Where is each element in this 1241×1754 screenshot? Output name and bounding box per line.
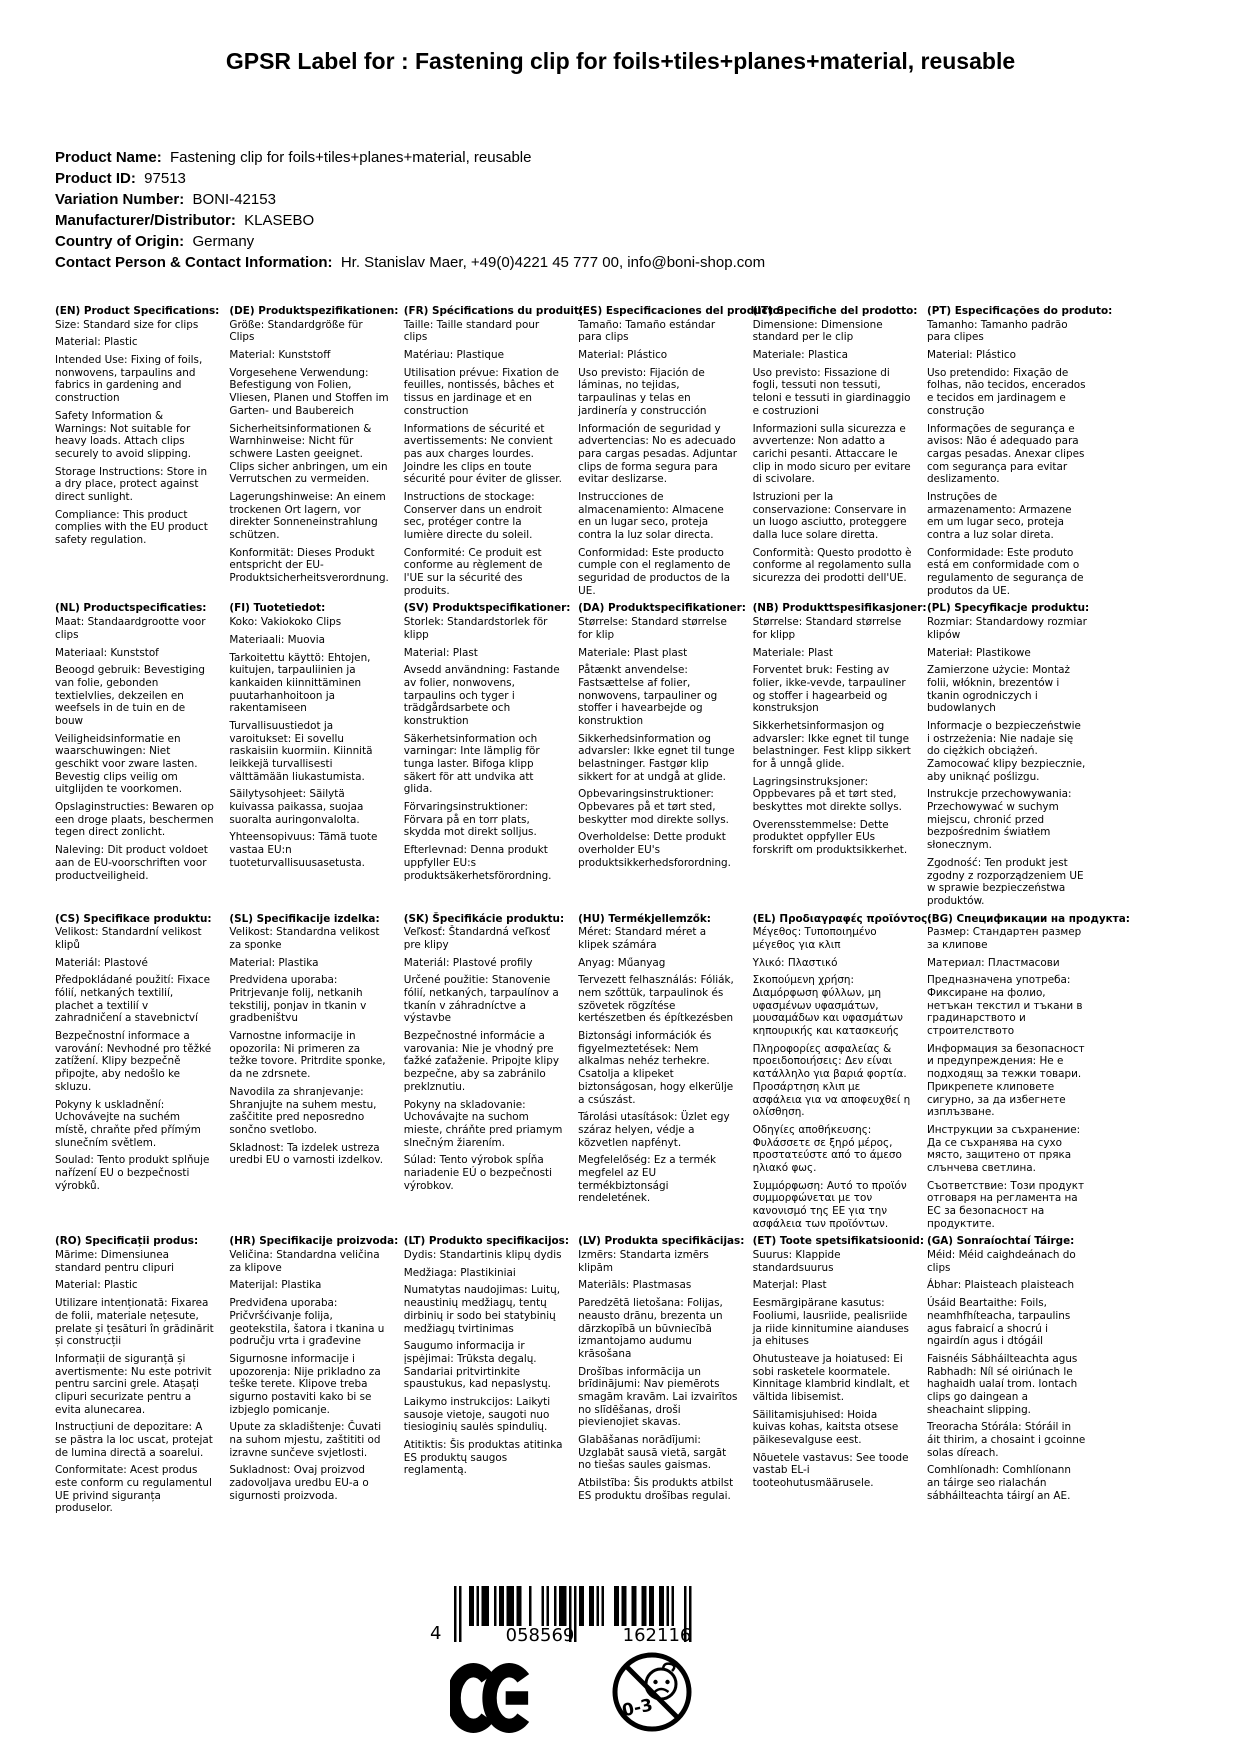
language-block-heading: (DA) Produktspecifikationer: — [578, 602, 746, 615]
language-block-heading: (SL) Specifikacije izdelka: — [229, 912, 380, 925]
spec-paragraph: Dydis: Standartinis klipų dydis — [403, 1249, 562, 1262]
spec-paragraph: Οδηγίες αποθήκευσης: Φυλάσσετε σε ξηρό μέρος, προστατεύστε από το άμεσο ηλιακό φως. — [752, 1123, 902, 1174]
spec-paragraph: Material: Plastika — [229, 956, 319, 969]
spec-paragraph: Conformité: Ce produit est conforme au règlement de l'UE sur la sécurité des produits. — [403, 546, 543, 597]
spec-paragraph: Izmērs: Standarta izmērs klipām — [578, 1249, 709, 1274]
spec-paragraph: Numatytas naudojimas: Luitų, neaustinių medžiagų, tentų dirbinių ir sodo bei statybinių medžiagų tvirtinimas — [403, 1284, 561, 1335]
spec-paragraph: Safety Information & Warnings: Not suitable for heavy loads. Attach clips securely to avoid slipping. — [55, 409, 192, 460]
language-block-heading: (PL) Specyfikacje produktu: — [926, 602, 1090, 615]
spec-paragraph: Koko: Vakiokoko Clips — [229, 616, 342, 629]
language-block-lt — [403, 1235, 570, 1520]
spec-paragraph: Инструкции за съхранение: Да се съхранява на сухо място, защитено от пряка слънчева светлина. — [926, 1123, 1081, 1174]
product-info-row — [55, 231, 1181, 252]
language-block-da — [578, 602, 746, 912]
language-block-heading: (SK) Špecifikácie produktu: — [403, 912, 565, 925]
spec-paragraph: Biztonsági információk és figyelmeztetések: Nem alkalmas nehéz terhekre. Csatolja a klipeket biztonságosan, hogy elkerülje a csúszást. — [578, 1030, 734, 1106]
spec-paragraph: Maat: Standaardgrootte voor clips — [55, 616, 206, 641]
spec-paragraph: Materijal: Plastika — [229, 1279, 322, 1292]
product-info-value: 97513 — [135, 170, 186, 187]
language-block-heading: (HR) Specifikacije proizvoda: — [229, 1235, 399, 1248]
spec-paragraph: Material: Plastic — [55, 1279, 138, 1292]
spec-paragraph: Størrelse: Standard størrelse for klip — [578, 616, 727, 641]
product-info-value: Fastening clip for foils+tiles+planes+material, reusable — [161, 149, 532, 166]
spec-paragraph: Materjal: Plast — [752, 1279, 827, 1292]
spec-paragraph: Säilitamisjuhised: Hoida kuivas kohas, kaitsta otsese päikesevalguse eest. — [752, 1408, 899, 1446]
spec-paragraph: Uso previsto: Fissazione di fogli, tessuti non tessuti, teloni e tessuti in giardinaggio e costruzioni — [752, 366, 911, 417]
language-block-sk — [404, 913, 564, 1236]
spec-paragraph: Tervezett felhasználás: Fóliák, nem szőttük, tarpaulinok és szövetek rögzítése kertészetben és építkezésben — [578, 974, 734, 1025]
spec-paragraph: Πληροφορίες ασφαλείας & προειδοποιήσεις: Δεν είναι κατάλληλο για βαριά φορτία. Προσάρτηση κλιπ με ασφάλεια για να αποφευχθεί η ολίσθηση. — [752, 1042, 911, 1119]
spec-paragraph: Veiligheidsinformatie en waarschuwingen: Niet geschikt voor zware lasten. Bevestig clips veilig om uitglijden te voorkomen. — [55, 732, 198, 796]
spec-paragraph: Предназначена употреба: Фиксиране на фолио, нетъкан текстил и тъкани в градинарството и строителството — [926, 974, 1083, 1038]
spec-paragraph: Velikost: Standardna velikost za sponke — [229, 926, 380, 951]
spec-paragraph: Saugumo informacija ir įspėjimai: Trūksta degalų. Sandariai pritvirtinkite spaustukus, kad nepaslystų. — [403, 1340, 551, 1391]
spec-paragraph: Opbevaringsinstruktioner: Opbevares på et tørt sted, beskytter mod direkte sollys. — [578, 788, 729, 826]
spec-paragraph: Zamierzone użycie: Montaż folii, włóknin, brezentów i tkanin ogrodniczych i budowlanych — [926, 664, 1070, 715]
product-info-label: Country of Origin: — [55, 233, 185, 250]
spec-paragraph: Opslaginstructies: Bewaren op een droge plaats, beschermen tegen direct zonlicht. — [55, 801, 214, 839]
product-info-label: Manufacturer/Distributor: — [55, 212, 236, 229]
language-block-heading: (FR) Spécifications du produit: — [403, 305, 584, 317]
language-block-cs — [55, 913, 215, 1236]
spec-paragraph: Conformità: Questo prodotto è conforme al regolamento sulla sicurezza dei prodotti dell'UE. — [752, 546, 912, 585]
ce-mark-icon — [450, 1662, 538, 1738]
product-info-row — [55, 252, 1181, 273]
product-info-value: Hr. Stanislav Maer, +49(0)4221 45 777 00, info@boni-shop.com — [332, 254, 766, 271]
spec-paragraph: Zgodność: Ten produkt jest zgodny z rozporządzeniem UE w sprawie bezpieczeństwa produktów. — [926, 856, 1084, 907]
spec-paragraph: Medžiaga: Plastikiniai — [403, 1266, 516, 1279]
spec-paragraph: Méid: Méid caighdeánach do clips — [926, 1249, 1076, 1274]
language-block-bg — [926, 912, 1130, 1236]
spec-paragraph: Size: Standard size for clips — [55, 318, 199, 331]
spec-paragraph: Bezpečnostní informace a varování: Nevhodné pro těžké zatížení. Klipy bezpečně připojte, aby nedošlo ke skluzu. — [55, 1030, 212, 1093]
spec-paragraph: Informations de sécurité et avertissements: Ne convient pas aux charges lourdes. Joindre les clips en toute sécurité pour éviter de glisser. — [403, 422, 562, 486]
spec-paragraph: Treoracha Stórála: Stóráil in áit thirim, a chosaint i gcoinne solas díreach. — [926, 1421, 1086, 1459]
spec-paragraph: Storlek: Standardstorlek för klipp — [403, 616, 548, 641]
spec-paragraph: Instrukcje przechowywania: Przechowywać w suchym miejscu, chronić przed bezpośrednim światłem słonecznym. — [926, 788, 1072, 852]
spec-paragraph: Informații de siguranță și avertismente: Nu este potrivit pentru sarcini grele. Atașați clipuri securizate pentru a evita alunecarea. — [55, 1352, 212, 1416]
spec-paragraph: Materiale: Plast plast — [578, 646, 688, 659]
spec-paragraph: Sigurnosne informacije i upozorenja: Nije prikladno za teške terete. Klipove treba sigurno postaviti kako bi se izbjeglo pomicanje. — [229, 1352, 381, 1416]
spec-paragraph: Mărime: Dimensiunea standard pentru clipuri — [55, 1249, 175, 1274]
spec-paragraph: Materiál: Plastové — [55, 956, 148, 969]
spec-paragraph: Veľkosť: Štandardná veľkosť pre klipy — [403, 926, 551, 951]
language-block-sv — [403, 602, 571, 912]
spec-paragraph: Lagringsinstruksjoner: Oppbevares på et tørt sted, beskyttes mot direkte sollys. — [752, 775, 902, 814]
language-block-heading: (RO) Specificații produs: — [55, 1235, 199, 1248]
spec-paragraph: Suurus: Klappide standardsuurus — [752, 1249, 841, 1274]
language-block-fr — [403, 305, 584, 602]
language-block-ro — [55, 1235, 215, 1520]
spec-paragraph: Sikkerhedsinformation og advarsler: Ikke egnet til tunge belastninger. Fastgør klip sikkert for at undgå at glide. — [578, 732, 735, 783]
spec-paragraph: Material: Kunststoff — [229, 349, 331, 362]
spec-paragraph: Glabāšanas norādījumi: Uzglabāt sausā vietā, sargāt no tiešas saules gaismas. — [578, 1434, 727, 1472]
spec-paragraph: Säkerhetsinformation och varningar: Inte lämplig för tunga laster. Bifoga klipp säkert för att undvika att glida. — [403, 732, 540, 796]
spec-paragraph: Materiał: Plastikowe — [926, 646, 1031, 659]
spec-paragraph: Konformität: Dieses Produkt entspricht der EU-Produktsicherheitsverordnung. — [229, 546, 389, 585]
spec-paragraph: Størrelse: Standard størrelse for klipp — [752, 616, 902, 641]
spec-paragraph: Upute za skladištenje: Čuvati na suhom mjestu, zaštititi od izravne sunčeve svjetlosti. — [229, 1421, 382, 1459]
spec-paragraph: Nõuetele vastavus: See toode vastab EL-i tooteohutusmäärusele. — [752, 1451, 909, 1490]
spec-paragraph: Tarkoitettu käyttö: Ehtojen, kuitujen, tarpauliinien ja kankaiden kiinnittäminen puutarhanhoitoon ja rakentamiseen — [229, 651, 371, 715]
spec-paragraph: Skladnost: Ta izdelek ustreza uredbi EU o varnosti izdelkov. — [229, 1141, 384, 1167]
spec-paragraph: Predviđena uporaba: Pričvršćivanje folija, geotekstila, šatora i tkanina u području vrta i građevine — [229, 1297, 385, 1348]
age-warning-label: 0-3 — [620, 1695, 655, 1722]
spec-paragraph: Förvaringsinstruktioner: Förvara på en torr plats, skydda mot direkt solljus. — [403, 801, 537, 839]
spec-paragraph: Faisnéis Sábháilteachta agus Rabhadh: Níl sé oiriúnach le haghaidh ualaí trom. Iontach clips go daingean a sheachaint slipping. — [926, 1352, 1078, 1416]
spec-paragraph: Beoogd gebruik: Bevestiging van folie, gebonden textielvlies, dekzeilen en weefsels in de tuin en de bouw — [55, 664, 205, 727]
spec-paragraph: Comhlíonadh: Comhlíonann an táirge seo rialachán sábháilteachta táirgí an AE. — [926, 1464, 1071, 1502]
spec-paragraph: Tamanho: Tamanho padrão para clipes — [926, 318, 1068, 344]
spec-paragraph: Veličina: Standardna veličina za klipove — [229, 1249, 380, 1274]
spec-paragraph: Intended Use: Fixing of foils, nonwovens, tarpaulins and fabrics in gardening and construction — [55, 354, 203, 405]
spec-paragraph: Pokyny na skladovanie: Uchovávajte na suchom mieste, chráňte pred priamym slnečným žiarením. — [403, 1098, 563, 1149]
spec-paragraph: Información de seguridad y advertencias: No es adecuado para cargas pesadas. Adjuntar clips de forma segura para evitar deslizarse. — [578, 422, 737, 486]
spec-paragraph: Sukladnost: Ovaj proizvod zadovoljava uredbu EU-a o sigurnosti proizvoda. — [229, 1464, 369, 1502]
spec-paragraph: Material: Plast — [403, 646, 478, 659]
spec-paragraph: Σκοπούμενη χρήση: Διαμόρφωση φύλλων, μη υφασμένων υφασμάτων, μουσαμάδων και υφασμάτων κηπουρικής και κατασκευής — [752, 974, 903, 1038]
spec-paragraph: Материал: Пластмасови — [926, 956, 1060, 969]
spec-paragraph: Megfelelőség: Ez a termék megfelel az EU termékbiztonsági rendeletének. — [578, 1154, 716, 1205]
page-title — [0, 46, 1241, 77]
spec-paragraph: Předpokládané použití: Fixace fólií, netkaných textilií, plachet a textilií v zahradničení a stavebnictví — [55, 974, 210, 1025]
product-info-row — [55, 168, 1181, 189]
spec-paragraph: Ábhar: Plaisteach plaisteach — [926, 1279, 1075, 1292]
spec-paragraph: Ohutusteave ja hoiatused: Ei sobi rasketele koormatele. Kinnitage klambrid kindlalt, et vältida libisemist. — [752, 1352, 910, 1403]
spec-paragraph: Informacje o bezpieczeństwie i ostrzeżenia: Nie nadaje się do ciężkich obciążeń. Zamocować klipy bezpiecznie, aby uniknąć poślizgu. — [926, 719, 1086, 783]
language-block-heading: (FI) Tuotetiedot: — [229, 602, 326, 615]
spec-paragraph: Materiāls: Plastmasas — [578, 1279, 692, 1292]
spec-paragraph: Instrucciones de almacenamiento: Almacene en un lugar seco, proteja contra la luz solar directa. — [578, 490, 724, 541]
spec-paragraph: Sikkerhetsinformasjon og advarsler: Ikke egnet til tunge belastninger. Fest klipp sikkert for å unngå glide. — [752, 719, 911, 770]
spec-paragraph: Určené použitie: Stanovenie fólií, netkaných, tarpaulínov a tkanín v záhradníctve a výstavbe — [403, 974, 559, 1025]
spec-paragraph: Μέγεθος: Τυποποιημένο μέγεθος για κλιπ — [752, 926, 877, 951]
spec-paragraph: Materiaali: Muovia — [229, 633, 325, 646]
language-block-heading: (LT) Produkto specifikacijos: — [403, 1235, 570, 1248]
spec-paragraph: Overholdelse: Dette produkt overholder EU's produktsikkerhedsforordning. — [578, 831, 731, 869]
spec-paragraph: Storage Instructions: Store in a dry place, protect against direct sunlight. — [55, 465, 208, 503]
language-block-nb — [752, 602, 927, 912]
spec-paragraph: Eesmärgipärane kasutus: Fooliumi, lausriide, pealisriide ja riide kinnitumine aianduses ja ehituses — [752, 1297, 909, 1348]
language-block-heading: (PT) Especificações do produto: — [926, 305, 1113, 317]
spec-paragraph: Съответствие: Този продукт отговаря на регламента на ЕС за безопасност на продуктите. — [926, 1179, 1085, 1230]
product-info-value: KLASEBO — [235, 212, 315, 229]
product-info-label: Product ID: — [55, 170, 136, 187]
spec-paragraph: Avsedd användning: Fastande av folier, nonwovens, tarpaulins och tyger i trädgårdsarbete och konstruktion — [403, 664, 560, 727]
spec-paragraph: Informazioni sulla sicurezza e avvertenze: Non adatto a carichi pesanti. Attaccare le clip in modo sicuro per evitare di scivolare. — [752, 422, 911, 486]
language-block-en — [55, 305, 220, 602]
spec-paragraph: Utilizare intenționată: Fixarea de folii, materiale nețesute, prelate și țesături în grădinărit și construcții — [55, 1297, 214, 1348]
language-block-es — [578, 305, 784, 602]
spec-paragraph: Taille: Taille standard pour clips — [403, 318, 540, 344]
spec-paragraph: Varnostne informacije in opozorila: Ni primeren za težke tovore. Pritrdite sponke, da ne zdrsnete. — [229, 1030, 386, 1081]
spec-paragraph: Turvallisuustiedot ja varoitukset: Ei sovellu raskaisiin kuormiin. Kiinnitä leikkejä turvallisesti välttämään liukastumista. — [229, 719, 373, 783]
spec-paragraph: Predvidena uporaba: Pritrjevanje folij, netkanih tekstilij, ponjav in tkanin v gradbeništvu — [229, 974, 367, 1025]
product-info — [55, 147, 1181, 273]
language-block-pt — [926, 305, 1113, 602]
language-block-el — [752, 912, 932, 1236]
spec-paragraph: Dimensione: Dimensione standard per le clip — [752, 318, 883, 344]
product-info-value: Germany — [184, 233, 255, 250]
page-title-text: GPSR Label for : Fastening clip for foils+tiles+planes+material, reusable — [225, 48, 1016, 74]
spec-paragraph: Material: Plástico — [926, 349, 1016, 362]
product-info-value: BONI-42153 — [184, 191, 276, 208]
language-block-et — [752, 1235, 925, 1520]
language-block-heading: (EN) Product Specifications: — [55, 305, 220, 317]
spec-paragraph: Yhteensopivuus: Tämä tuote vastaa EU:n tuoteturvallisuusasetusta. — [229, 831, 378, 869]
language-blocks-grid — [55, 305, 1130, 1520]
language-block-heading: (IT) Specifiche del prodotto: — [752, 305, 918, 317]
language-block-heading: (ES) Especificaciones del producto: — [578, 305, 784, 317]
language-block-heading: (GA) Sonraíochtaí Táirge: — [926, 1235, 1075, 1248]
spec-paragraph: Anyag: Műanyag — [578, 956, 666, 969]
spec-paragraph: Materiál: Plastové profily — [403, 956, 533, 969]
spec-paragraph: Soulad: Tento produkt splňuje nařízení EU o bezpečnosti výrobků. — [55, 1154, 210, 1192]
spec-paragraph: Συμμόρφωση: Αυτό το προϊόν συμμορφώνεται με τον κανονισμό της ΕΕ για την ασφάλεια των προϊόντων. — [752, 1179, 907, 1230]
spec-paragraph: Materiaal: Kunststof — [55, 646, 159, 659]
spec-paragraph: Utilisation prévue: Fixation de feuilles, nontissés, bâches et tissus en jardinage et en construction — [403, 366, 559, 417]
language-block-fi — [229, 602, 389, 912]
language-block-heading: (SV) Produktspecifikationer: — [403, 602, 571, 615]
language-block-hu — [578, 913, 738, 1236]
spec-paragraph: Navodila za shranjevanje: Shranjujte na suhem mestu, zaščitite pred neposredno sončno svetlobo. — [229, 1085, 377, 1136]
product-info-label: Product Name: — [55, 149, 162, 166]
language-block-de — [229, 305, 399, 602]
spec-paragraph: Conformitate: Acest produs este conform cu regulamentul UE privind siguranța produselor. — [55, 1464, 212, 1515]
spec-paragraph: Instrucțiuni de depozitare: A se păstra la loc uscat, protejat de lumina directă a soarelui. — [55, 1421, 213, 1459]
language-block-heading: (ET) Toote spetsifikatsioonid: — [752, 1235, 925, 1248]
spec-paragraph: Overensstemmelse: Dette produktet oppfyller EUs forskrift om produktsikkerhet. — [752, 818, 908, 857]
product-info-label: Contact Person & Contact Information: — [55, 254, 333, 271]
spec-paragraph: Atitiktis: Šis produktas atitinka ES produktų saugos reglamentą. — [403, 1439, 563, 1477]
language-block-heading: (DE) Produktspezifikationen: — [229, 305, 399, 317]
language-block-heading: (BG) Спецификации на продукта: — [926, 912, 1130, 925]
spec-paragraph: Informações de segurança e avisos: Não é adequado para cargas pesadas. Anexar clipes com segurança para evitar deslizamento. — [926, 422, 1085, 486]
spec-paragraph: Lagerungshinweise: An einem trockenen Ort lagern, vor direkter Sonneneinstrahlung schützen. — [229, 490, 386, 541]
spec-paragraph: Súlad: Tento výrobok spĺňa nariadenie EÚ o bezpečnosti výrobkov. — [403, 1154, 553, 1192]
spec-paragraph: Säilytysohjeet: Säilytä kuivassa paikassa, suojaa suoralta auringonvalolta. — [229, 788, 364, 826]
language-block-sl — [229, 913, 389, 1236]
spec-paragraph: Istruzioni per la conservazione: Conservare in un luogo asciutto, proteggere dalla luce solare diretta. — [752, 490, 907, 541]
language-block-pl — [926, 602, 1090, 912]
barcode-right-digits: 162116 — [622, 1625, 692, 1646]
spec-paragraph: Sicherheitsinformationen & Warnhinweise: Nicht für schwere Lasten geeignet. Clips sicher anbringen, um ein Verrutschen zu vermeiden. — [229, 422, 388, 486]
spec-paragraph: Atbilstība: Šis produkts atbilst ES produktu drošības regulai. — [578, 1477, 734, 1502]
spec-paragraph: Информация за безопасност и предупреждения: Не е подходящ за тежки товари. Прикрепете клиповете сигурно, за да избегнете изплъзване. — [926, 1042, 1085, 1119]
spec-paragraph: Tárolási utasítások: Üzlet egy száraz helyen, védje a közvetlen napfényt. — [578, 1111, 730, 1149]
spec-paragraph: Materiale: Plastica — [752, 349, 848, 362]
spec-paragraph: Forventet bruk: Festing av folier, ikke-vevde, tarpauliner og stoffer i hagearbeid og konstruksjon — [752, 664, 906, 715]
spec-paragraph: Размер: Стандартен размер за клипове — [926, 926, 1082, 951]
spec-paragraph: Uso pretendido: Fixação de folhas, não tecidos, encerados e tecidos em jardinagem e construção — [926, 366, 1086, 417]
spec-paragraph: Vorgesehene Verwendung: Befestigung von Folien, Vliesen, Planen und Stoffen im Garten- und Baubereich — [229, 366, 389, 417]
spec-paragraph: Matériau: Plastique — [403, 349, 504, 362]
spec-paragraph: Rozmiar: Standardowy rozmiar klipów — [926, 616, 1087, 641]
language-block-heading: (EL) Προδιαγραφές προϊόντος: — [752, 912, 932, 925]
spec-paragraph: Påtænkt anvendelse: Fastsættelse af folier, nonwovens, tarpauliner og stoffer i havearbejde og konstruktion — [578, 664, 718, 727]
spec-paragraph: Größe: Standardgröße für Clips — [229, 318, 363, 344]
spec-paragraph: Tamaño: Tamaño estándar para clips — [578, 318, 716, 344]
product-info-row — [55, 210, 1181, 231]
language-block-hr — [229, 1235, 399, 1520]
language-block-heading: (CS) Specifikace produktu: — [55, 912, 212, 925]
spec-paragraph: Paredzētā lietošana: Folijas, neausto drānu, brezenta un dārzkopībā un būvniecībā izmantojamo audumu krāsošana — [578, 1297, 723, 1360]
language-block-lv — [578, 1235, 745, 1520]
spec-paragraph: Bezpečnostné informácie a varovania: Nie je vhodný pre ťažké zaťaženie. Pripojte klipy bezpečne, aby sa zabránilo preklznutiu. — [403, 1030, 559, 1093]
product-info-label: Variation Number: — [55, 191, 185, 208]
language-block-nl — [55, 602, 215, 912]
spec-paragraph: Méret: Standard méret a klipek számára — [578, 926, 707, 951]
language-block-heading: (LV) Produkta specifikācijas: — [578, 1235, 745, 1248]
product-info-row — [55, 147, 1181, 168]
barcode-left-digits: 058569 — [505, 1625, 575, 1646]
spec-paragraph: Velikost: Standardní velikost klipů — [55, 926, 202, 951]
spec-paragraph: Efterlevnad: Denna produkt uppfyller EU:s produktsäkerhetsförordning. — [403, 844, 552, 882]
language-block-heading: (HU) Termékjellemzők: — [578, 912, 711, 925]
spec-paragraph: Laikymo instrukcijos: Laikyti sausoje vietoje, saugoti nuo tiesioginių saulės spindulių. — [403, 1395, 551, 1434]
spec-paragraph: Úsáid Beartaithe: Foils, neamhfhíteacha, tarpaulins agus fabraicí a shocrú i ngairdín agus i dtógáil — [926, 1297, 1071, 1348]
language-block-heading: (NL) Productspecificaties: — [55, 602, 207, 615]
age-warning-0-3-icon — [610, 1650, 694, 1738]
spec-paragraph: Conformidade: Este produto está em conformidade com o regulamento de segurança de produtos da UE. — [926, 546, 1084, 597]
spec-paragraph: Υλικό: Πλαστικό — [752, 956, 838, 969]
barcode-system-digit: 4 — [430, 1623, 442, 1644]
language-block-it — [752, 305, 918, 602]
spec-paragraph: Instructions de stockage: Conserver dans un endroit sec, protéger contre la lumière directe du soleil. — [403, 490, 542, 541]
language-block-heading: (NB) Produkttspesifikasjoner: — [752, 602, 927, 615]
spec-paragraph: Conformidad: Este producto cumple con el reglamento de seguridad de productos de la UE. — [578, 546, 731, 597]
spec-paragraph: Compliance: This product complies with the EU product safety regulation. — [55, 508, 208, 546]
spec-paragraph: Material: Plastic — [55, 336, 138, 349]
spec-paragraph: Pokyny k uskladnění: Uchovávejte na suchém místě, chraňte před přímým slunečním světlem. — [55, 1098, 201, 1149]
spec-paragraph: Materiale: Plast — [752, 646, 833, 659]
product-info-row — [55, 189, 1181, 210]
spec-paragraph: Instruções de armazenamento: Armazene em um lugar seco, proteja contra a luz solar direta. — [926, 490, 1072, 541]
language-block-ga — [927, 1235, 1087, 1520]
spec-paragraph: Drošības informācija un brīdinājumi: Nav piemērots smagām kravām. Lai izvairītos no slīdēšanas, droši pievienojiet skavas. — [578, 1365, 738, 1429]
spec-paragraph: Uso previsto: Fijación de láminas, no tejidas, tarpaulinas y telas en jardinería y construcción — [578, 366, 707, 417]
spec-paragraph: Material: Plástico — [578, 349, 668, 362]
spec-paragraph: Naleving: Dit product voldoet aan de EU-voorschriften voor productveiligheid. — [55, 844, 208, 882]
